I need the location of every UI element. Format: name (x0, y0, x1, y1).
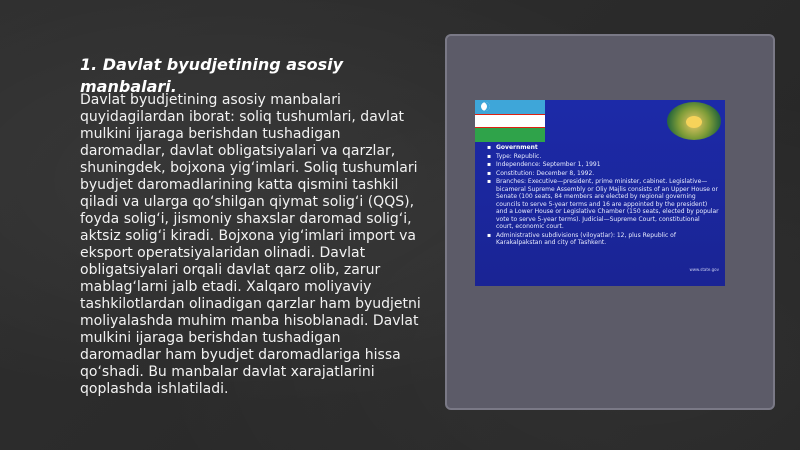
state-emblem-icon (667, 102, 721, 140)
list-item: ▪ Independence: September 1, 1991 (487, 161, 719, 169)
slide-caption: www.state.gov (689, 267, 719, 272)
slide-heading: 1. Davlat byudjetining asosiy manbalari. (80, 55, 344, 96)
list-item: ▪ Government (487, 144, 719, 152)
embedded-government-slide (475, 100, 725, 286)
list-item: ▪ Administrative subdivisions (viloyatlar): 12, plus Republic of Karakalpakstan and city of Tashkent. (487, 232, 719, 247)
text-column (80, 54, 425, 450)
list-item: ▪ Branches: Executive—president, prime minister, cabinet. Legislative—bicameral Supreme Assembly or Oliy Majlis consists of an Upper House or Senate (100 seats, 84 members are elected by regional governing councils to serve 5-year terms and 16 are appointed by the president) and a Lower House or Legislative Chamber (150 seats, elected by popular vote to serve 5-year terms). Judicial—Supreme Court, constitutional court, economic court. (487, 178, 719, 231)
list-item: ▪ Type: Republic. (487, 153, 719, 161)
list-item: ▪ Constitution: December 8, 1992. (487, 170, 719, 178)
government-facts-list (487, 144, 719, 248)
slide-body-text: Davlat byudjetining asosiy manbalari quyidagilardan iborat: soliq tushumlari, davlat mulkini ijaraga berishdan tushadigan daromadlar, davlat obligatsiyalari va qarzlar, shuningdek, bojxona yig‘imlari. Soliq tushumlari byudjet daromadlarining katta qismini tashkil qiladi va ularga qo‘shilgan qiymat solig‘i (QQS), foyda solig‘i, jismoniy shaxslar daromad solig‘i, aktsiz solig‘i kiradi. Bojxona yig‘imlari import va eksport operatsiyalaridan olinadi. Davlat obligatsiyalari orqali davlat qarz olib, zarur mablag‘larni jalb etadi. Xalqaro moliyaviy tashkilotlardan olinadigan qarzlar ham byudjetni moliyalashda muhim manba hisoblanadi. Davlat mulkini ijaraga berishdan tushadigan daromadlar ham byudjet daromadlariga hissa qo‘shadi. Bu manbalar davlat xarajatlarini qoplashda ishlatiladi. (80, 92, 421, 397)
uzbekistan-flag-icon (475, 100, 545, 142)
